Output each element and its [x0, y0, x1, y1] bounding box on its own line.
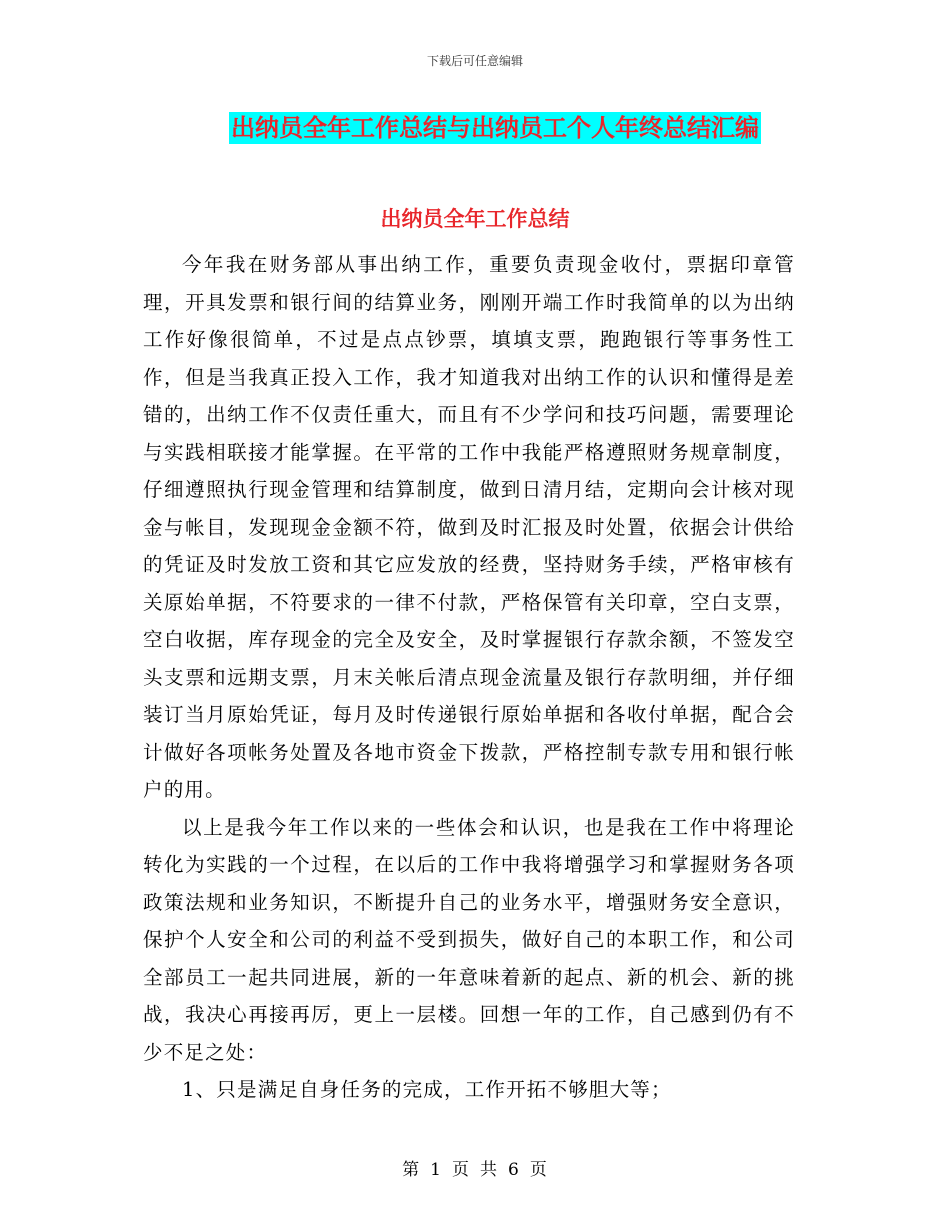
main-title: 出纳员全年工作总结与出纳员工个人年终总结汇编 — [231, 114, 759, 142]
footer-page-unit: 页 — [452, 1160, 470, 1180]
footer-total-prefix: 共 — [480, 1160, 498, 1180]
footer-prefix: 第 — [402, 1160, 421, 1180]
page-number: 1 — [430, 1160, 442, 1180]
paragraph: 今年我在财务部从事出纳工作，重要负责现金收付，票据印章管理，开具发票和银行间的结算业务，刚刚开端工作时我简单的以为出纳工作好像很简单，不过是点点钞票，填填支票，跑跑银行等事务性工作，但是当我真正投入工作，我才知道我对出纳工作的认识和懂得是差错的，出纳工作不仅责任重大，而且有不少学问和技巧问题，需要理论与实践相联接才能掌握。在平常的工作中我能严格遵照财务规章制度，仔细遵照执行现金管理和结算制度，做到日清月结，定期向会计核对现金与帐目，发现现金金额不符，做到及时汇报及时处置，依据会计供给的凭证及时发放工资和其它应发放的经费，坚持财务手续，严格审核有关原始单据，不符要求的一律不付款，严格保管有关印章，空白支票，空白收据，库存现金的完全及安全，及时掌握银行存款余额，不签发空头支票和远期支票，月末关帐后清点现金流量及银行存款明细，并仔细装订当月原始凭证，每月及时传递银行原始单据和各收付单据，配合会计做好各项帐务处置及各地市资金下拨款，严格控制专款专用和银行帐户的用。 — [143, 253, 795, 801]
page-footer — [0, 1155, 950, 1180]
header-note: 下载后可任意编辑 — [426, 54, 523, 68]
main-title-container — [0, 112, 950, 144]
list-item: 1、只是满足自身任务的完成，工作开拓不够胆大等； — [182, 1078, 672, 1101]
section-title: 出纳员全年工作总结 — [380, 207, 570, 231]
total-pages: 6 — [508, 1160, 520, 1180]
paragraph: 以上是我今年工作以来的一些体会和认识，也是我在工作中将理论转化为实践的一个过程，在以后的工作中我将增强学习和掌握财务各项政策法规和业务知识，不断提升自己的业务水平，增强财务安全意识，保护个人安全和公司的利益不受到损失，做好自己的本职工作，和公司全部员工一起共同进展，新的一年意味着新的起点、新的机会、新的挑战，我决心再接再厉，更上一层楼。回想一年的工作，自己感到仍有不少不足之处： — [143, 815, 795, 1064]
body-text — [143, 246, 795, 1109]
footer-total-unit: 页 — [529, 1160, 548, 1180]
